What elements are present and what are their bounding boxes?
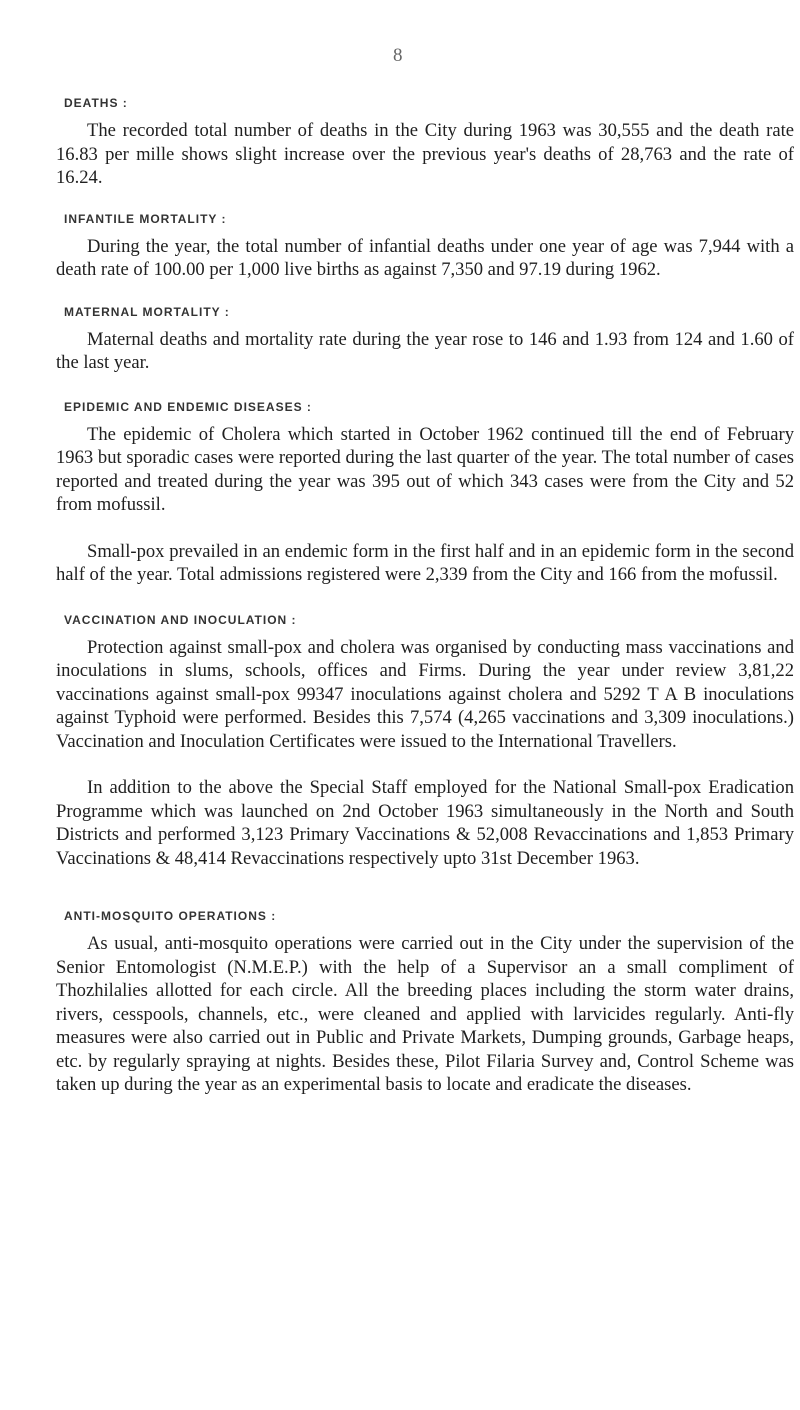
paragraph: During the year, the total number of infantial deaths under one year of age was 7,944 with a death rate of 100.00 per 1,000 live births as against 7,350 and 97.19 during 1962. [56, 235, 794, 280]
section-heading: INFANTILE MORTALITY : [64, 211, 227, 226]
section-heading: EPIDEMIC AND ENDEMIC DISEASES : [64, 399, 312, 414]
paragraph: Small-pox prevailed in an endemic form in the first half and in an epidemic form in the second half of the year. Total admissions registered were 2,339 from the City and 166 from the mofussil. [56, 540, 794, 585]
section-anti-mosquito-operations [56, 907, 794, 1097]
section-maternal-mortality [56, 303, 794, 375]
paragraph: As usual, anti-mosquito operations were carried out in the City under the supervision of the Senior Entomologist (N.M.E.P.) with the help of a Supervisor an a small compliment of Thozhilalies allotted for each circle. All the breeding places including the storm water drains, rivers, cesspools, channels, etc., were cleaned and applied with larvicides regularly. Anti-fly measures were also carried out in Public and Private Markets, Dumping grounds, Garbage heaps, etc. by regularly spraying at nights. Besides these, Pilot Filaria Survey and, Control Scheme was taken up during the year as an experimental basis to locate and eradicate the diseases. [56, 933, 794, 1095]
paragraph: The recorded total number of deaths in the City during 1963 was 30,555 and the death rate 16.83 per mille shows slight increase over the previous year's deaths of 28,763 and the rate of 16.24. [56, 120, 794, 188]
page-number: 8 [393, 45, 403, 66]
paragraph: Protection against small-pox and cholera was organised by conducting mass vaccinations and inoculations in slums, schools, offices and Firms. During the year under review 3,81,22 vaccinations against small-pox 99347 inoculations against cholera and 5292 T A B inoculations against Typhoid were performed. Besides this 7,574 (4,265 vaccinations and 3,309 inoculations.) Vaccination and Inoculation Certificates were issued to the International Travellers. [56, 636, 794, 752]
section-infantile-mortality [56, 210, 794, 282]
paragraph: In addition to the above the Special Staff employed for the National Small-pox Eradication Programme which was launched on 2nd October 1963 simultaneously in the North and South Districts and performed 3,123 Primary Vaccinations & 52,008 Revaccinations and 1,853 Primary Vaccinations & 48,414 Revaccinations respectively upto 31st December 1963. [56, 777, 794, 869]
section-epidemic-endemic-diseases [56, 398, 794, 587]
paragraph: Maternal deaths and mortality rate during the year rose to 146 and 1.93 from 124 and 1.60 of the last year. [56, 328, 794, 373]
section-heading: ANTI-MOSQUITO OPERATIONS : [64, 909, 277, 923]
section-heading: DEATHS : [64, 96, 128, 110]
document-body [56, 94, 794, 1097]
section-heading: VACCINATION AND INOCULATION : [64, 612, 297, 627]
section-deaths [56, 94, 794, 190]
section-vaccination-inoculation [56, 611, 794, 871]
paragraph: The epidemic of Cholera which started in October 1962 continued till the end of February 1963 but sporadic cases were reported during the last quarter of the year. The total number of cases reported and treated during the year was 395 out of which 343 cases were from the City and 52 from mofussil. [56, 423, 794, 515]
section-heading: MATERNAL MORTALITY : [64, 304, 230, 319]
